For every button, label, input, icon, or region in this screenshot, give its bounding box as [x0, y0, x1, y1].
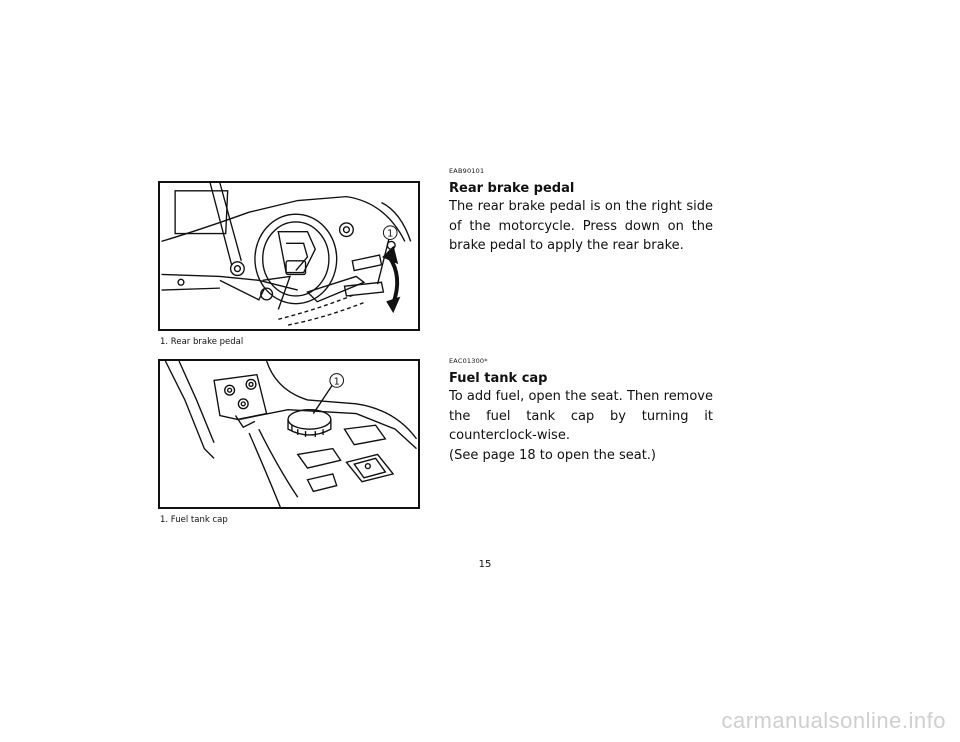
section-body-fuel-cap — [449, 387, 713, 465]
figure-1-callout: 1 — [387, 228, 394, 240]
figure-2-caption: 1. Fuel tank cap — [160, 515, 228, 525]
rear-brake-pedal-drawing — [160, 183, 418, 329]
section-code-rear-brake: EAB90101 — [449, 167, 485, 175]
fuel-tank-cap-drawing — [160, 361, 418, 507]
section-heading-rear-brake: Rear brake pedal — [449, 181, 575, 196]
fuel-cap-paragraph: To add fuel, open the seat. Then remove the fuel tank cap by turning it counterclock-wise. — [449, 389, 713, 443]
fuel-tank-cap-illustration — [158, 359, 420, 509]
figure-2-callout: 1 — [333, 376, 340, 388]
page-number: 15 — [478, 559, 492, 570]
section-heading-fuel-cap: Fuel tank cap — [449, 371, 548, 386]
rear-brake-paragraph: The rear brake pedal is on the right side of the motorcycle. Press down on the brake pedal to apply the rear brake. — [449, 199, 713, 253]
figure-1-caption: 1. Rear brake pedal — [160, 337, 244, 347]
section-code-fuel-cap: EAC01300* — [449, 357, 488, 365]
rear-brake-pedal-illustration — [158, 181, 420, 331]
section-body-rear-brake — [449, 197, 713, 256]
fuel-cap-note: (See page 18 to open the seat.) — [449, 447, 656, 463]
watermark: carmanualsonline.info — [721, 708, 946, 733]
